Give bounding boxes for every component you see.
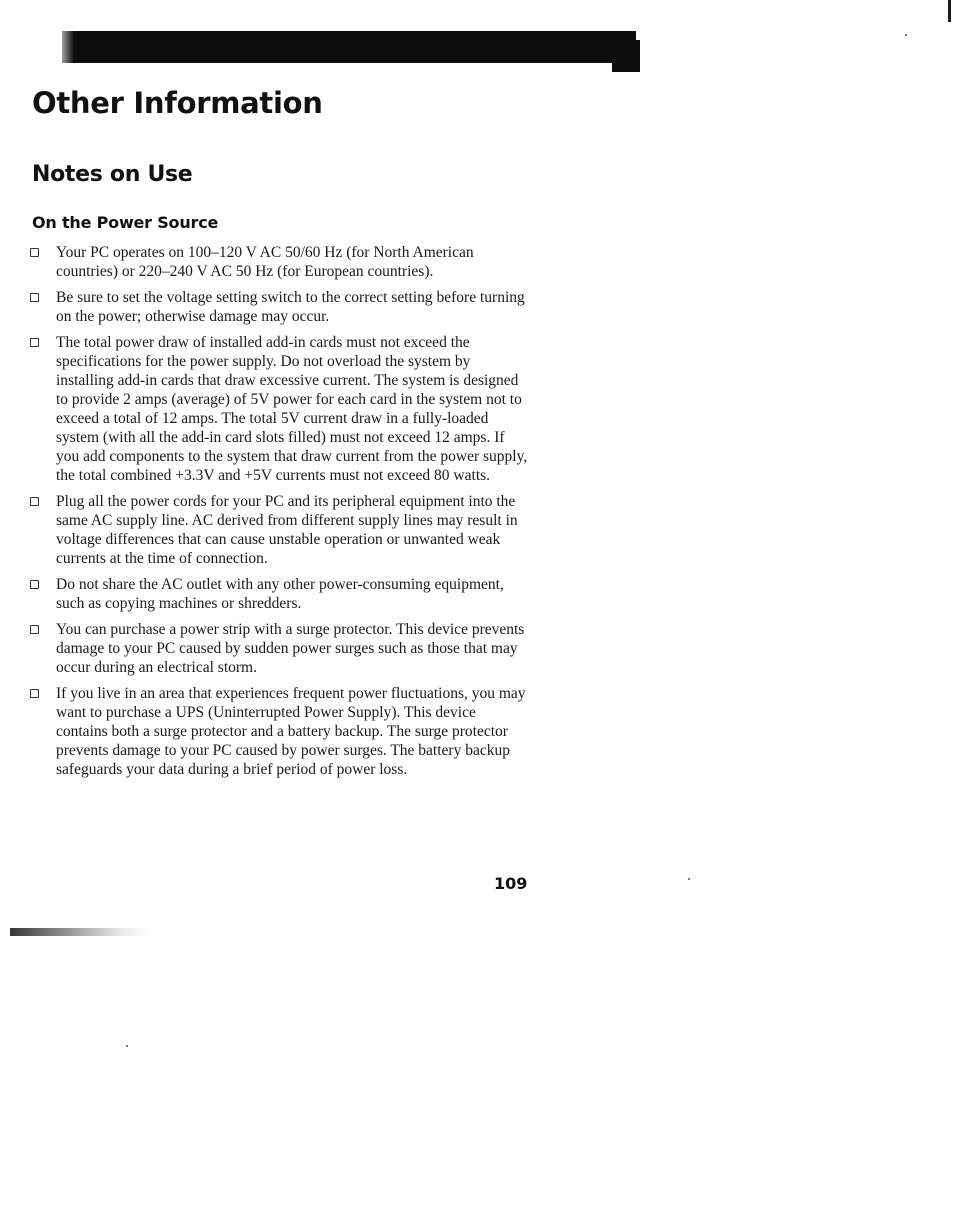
bullet-list: [30, 243, 530, 786]
list-item: [30, 333, 530, 485]
list-item-text: If you live in an area that experiences frequent power fluctuations, you may want to purchase a UPS (Uninterrupted Power Supply). This device contains both a surge protector and a battery backup. The surge protector prevents damage to your PC caused by power surges. The battery backup safeguards your data during a brief period of power loss.: [56, 685, 526, 778]
list-item: [30, 620, 530, 677]
list-item: [30, 684, 530, 779]
scan-edge-mark: [948, 0, 951, 22]
header-bar-fade: [56, 31, 74, 63]
checkbox-bullet-icon: [30, 580, 39, 589]
list-item-text: Do not share the AC outlet with any other power-consuming equipment, such as copying machines or shredders.: [56, 576, 504, 612]
scan-speck: [905, 34, 907, 36]
list-item-text: Be sure to set the voltage setting switch to the correct setting before turning on the power; otherwise damage may occur.: [56, 289, 525, 325]
checkbox-bullet-icon: [30, 689, 39, 698]
list-item-text: The total power draw of installed add-in cards must not exceed the specifications for the power supply. Do not overload the system by installing add-in cards that draw excessive current. The system is designed to provide 2 amps (average) of 5V power for each card in the system not to exceed a total of 12 amps. The total 5V current draw in a fully-loaded system (with all the add-in card slots filled) must not exceed 12 amps. If you add components to the system that draw current from the power supply, the total combined +3.3V and +5V currents must not exceed 80 watts.: [56, 334, 528, 484]
list-item-text: Your PC operates on 100–120 V AC 50/60 Hz (for North American countries) or 220–240 V AC 50 Hz (for European countries).: [56, 244, 474, 280]
page-title: Other Information: [32, 86, 323, 120]
checkbox-bullet-icon: [30, 293, 39, 302]
list-item: [30, 492, 530, 568]
header-bar: [62, 31, 636, 63]
list-item: [30, 243, 530, 281]
section-title: Notes on Use: [32, 162, 193, 187]
list-item-text: Plug all the power cords for your PC and its peripheral equipment into the same AC supply line. AC derived from different supply lines may result in voltage differences that can cause unstable operation or unwanted weak currents at the time of connection.: [56, 493, 518, 567]
page-number: 109: [494, 874, 528, 893]
checkbox-bullet-icon: [30, 338, 39, 347]
list-item-text: You can purchase a power strip with a surge protector. This device prevents damage to your PC caused by sudden power surges such as those that may occur during an electrical storm.: [56, 621, 525, 676]
checkbox-bullet-icon: [30, 248, 39, 257]
checkbox-bullet-icon: [30, 625, 39, 634]
subsection-title: On the Power Source: [32, 213, 219, 232]
scan-smudge: [10, 928, 150, 936]
scan-speck: [126, 1045, 128, 1047]
scan-speck: [688, 878, 690, 880]
list-item: [30, 288, 530, 326]
checkbox-bullet-icon: [30, 497, 39, 506]
list-item: [30, 575, 530, 613]
header-bar-tab: [612, 40, 640, 72]
